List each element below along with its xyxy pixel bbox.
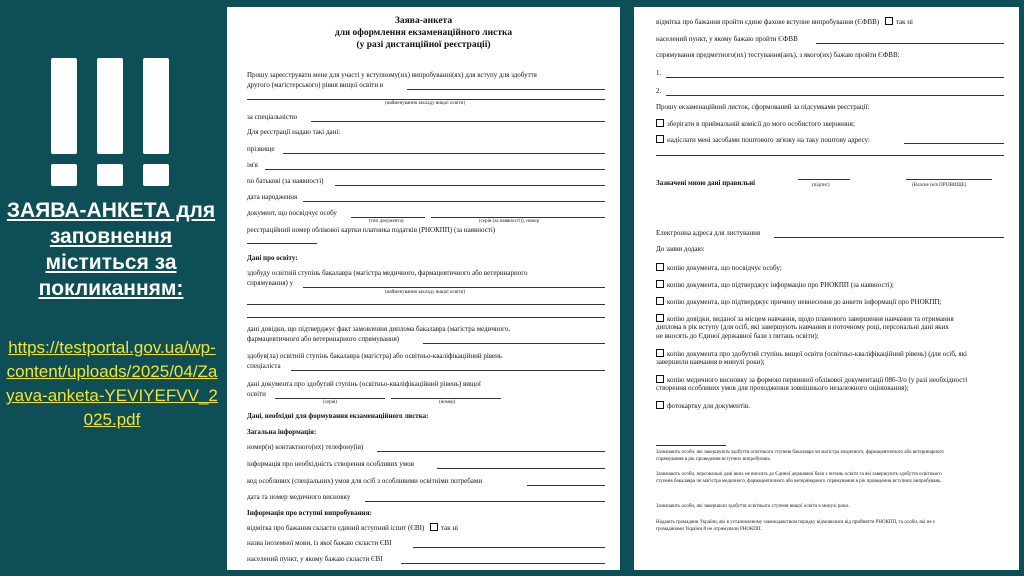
attachment-1-checkbox[interactable] [656, 263, 664, 271]
special-needs-field[interactable] [437, 468, 605, 469]
footnote-4-line-2: громадянами України й не отримували РНОКПП. [656, 527, 762, 532]
phone-label: номер(и) контактного(их) телефону(ів) [247, 443, 364, 451]
institution-field[interactable] [407, 89, 605, 90]
option-keep [656, 119, 855, 129]
footnote-1 [656, 449, 1006, 463]
postal-address-field[interactable] [904, 143, 1004, 144]
name-label: ім'я [247, 161, 258, 169]
attachment-1 [656, 263, 782, 273]
id-document-label: документ, що посвідчує особу [247, 209, 337, 217]
medical-conclusion-field[interactable] [365, 501, 605, 502]
document-data-line-2: освіти [247, 390, 266, 398]
title-line-3: (у разі дистанційної реєстрації) [356, 40, 491, 50]
caption-institution-2: (найменування закладу вищої освіти) [385, 290, 465, 295]
obtained-field[interactable] [291, 370, 605, 371]
exams-heading: Інформація про вступні випробування: [247, 509, 372, 517]
attachment-7-text: фотокартку для документів. [667, 402, 750, 410]
footnote-2 [656, 471, 1006, 485]
diploma-number-field[interactable] [391, 398, 501, 399]
post-checkbox[interactable] [656, 135, 664, 143]
certificate-line-1: дані довідки, що підтверджує факт замовлення диплома бакалавра (магістра медичного, [247, 325, 511, 333]
education-line-1: здобуду освітній ступінь бакалавра (магістра медичного, фармацевтичного або ветеринарного [247, 269, 528, 277]
provide-data-label: Для реєстрації надаю такі дані: [247, 128, 341, 136]
attachment-6-checkbox[interactable] [656, 375, 664, 383]
attachment-4-checkbox[interactable] [656, 314, 664, 322]
form-download-link[interactable]: https://testportal.gov.ua/wp-content/uploads/2025/04/Zayava-anketa-YEVIYEFVV_2025.pdf [6, 338, 218, 429]
evi-yes-no-text: так ні [441, 524, 459, 532]
footnote-3: Зазначають особи, які завершили здобуття освітнього ступеня вищої освіти в минулі роки. [656, 504, 850, 509]
surname-field[interactable] [283, 153, 605, 154]
caption-signature: (підпис) [812, 183, 830, 188]
efvv-city-field[interactable] [816, 43, 1004, 44]
rnokpp-field[interactable] [247, 243, 317, 244]
efvv-subject-1-field[interactable] [666, 77, 1004, 78]
attachment-7-checkbox[interactable] [656, 401, 664, 409]
exclamation-mark [139, 58, 173, 186]
evi-mark-text: відмітка про бажання скласти єдиний вступний іспит (ЄВІ) [247, 524, 425, 532]
foreign-language-label: назва іноземної мови, із якої бажаю скласти ЄВІ [247, 539, 392, 547]
footnote-1-line-2: спрямування в рік проведення вступних випробувань. [656, 457, 772, 462]
caption-doc-series: (серія (за наявності)), номер [479, 219, 540, 224]
efvv-subjects-label: спрямування предметного(их) тестування(анъ), з якого(их) бажаю пройти ЄФВВ: [656, 51, 900, 59]
send-sheet-label: Прошу екзаменаційний листок, сформований за підсумками реєстрації: [656, 103, 870, 111]
specialty-field[interactable] [311, 121, 605, 122]
institution-field-2[interactable] [247, 99, 605, 100]
certificate-line-2: фармацевтичного або ветеринарного спрямування) [247, 335, 400, 343]
special-code-label: код особливих (спеціальних) умов для осіб з особливими освітніми потребами [247, 477, 483, 485]
email-field[interactable] [774, 237, 1004, 238]
title-line-2: для оформлення екзаменаційного листка [334, 28, 513, 38]
efvv-yes-no-text: так ні [895, 18, 913, 26]
option-post [656, 135, 870, 145]
rnokpp-label: реєстраційний номер облікової картки платника податків (РНОКПП) (за наявності) [247, 226, 496, 234]
attachment-2-checkbox[interactable] [656, 280, 664, 288]
certificate-field[interactable] [423, 343, 605, 344]
evi-mark-label [247, 523, 458, 533]
special-code-field[interactable] [527, 485, 605, 486]
confirm-label: Зазначені мною дані правильні [656, 179, 756, 187]
attachment-5-checkbox[interactable] [656, 349, 664, 357]
attachment-3-text: копію документа, що підтверджує причину невнесення до анкети інформації про РНОКПП; [667, 298, 942, 306]
form-title [227, 15, 620, 51]
signature-field[interactable] [798, 179, 850, 180]
education-institution-field[interactable] [303, 287, 605, 288]
id-doc-number-field[interactable] [431, 217, 605, 218]
exclamation-mark [93, 58, 127, 186]
phone-field[interactable] [377, 451, 605, 452]
education-heading: Дані про освіту: [247, 254, 298, 262]
efvv-city-label: населений пункт, у якому бажаю пройти ЄФВВ [656, 35, 798, 43]
attachment-5-text-1: копію документа про здобутий ступінь вищої освіти (освітньо-кваліфікаційний рівень) (для осіб, які [667, 350, 968, 358]
education-extra-field-2[interactable] [247, 317, 605, 318]
diploma-series-field[interactable] [275, 398, 385, 399]
attachment-2 [656, 280, 894, 290]
birthdate-label: дата народження [247, 193, 298, 201]
efvv-subject-2-field[interactable] [666, 95, 1004, 96]
footnote-1-line-1: Зазначають особи, які завершують здобуття освітнього ступеня бакалавра чи магістра медичного, фармацевтичного або ветеринарного [656, 450, 944, 455]
form-page-2 [634, 7, 1019, 570]
efvv-mark-label [656, 17, 913, 27]
general-info-heading: Загальна інформація: [247, 428, 317, 436]
efvv-mark-text: відмітка про бажання пройти єдине фахове вступне випробування (ЄФВВ) [656, 18, 880, 26]
document-data-line-1: дані документа про здобутий ступінь (освітньо-кваліфікаційний рівень) вищої [247, 380, 481, 388]
notice-heading: ЗАЯВА-АНКЕТА для заповнення міститься за покликанням: [6, 199, 216, 300]
title-line-1: Заява-анкета [394, 16, 453, 26]
attachment-2-text: копію документа, що підтверджує інформацію про РНОКПП (за наявності); [667, 281, 894, 289]
caption-doc-type: (тип документа) [369, 219, 404, 224]
obtained-line-2: спеціаліста [247, 362, 281, 370]
efvv-item-1: 1. [656, 69, 662, 77]
exclamation-marks [30, 58, 190, 186]
caption-number: (номер) [439, 400, 456, 405]
attachment-4-line-3: не вносять до Єдиної державної бази з питань освіти); [656, 332, 819, 340]
foreign-language-field[interactable] [413, 547, 605, 548]
caption-series: (серія) [323, 400, 338, 405]
attachment-7 [656, 401, 750, 411]
attachment-3-checkbox[interactable] [656, 297, 664, 305]
footnote-divider [656, 445, 726, 446]
attachment-6-line-2: створення особливих умов для проходження зовнішнього незалежного оцінювання); [656, 384, 909, 392]
medical-conclusion-label: дата та номер медичного висновку [247, 493, 351, 501]
surname-label: прізвище [247, 145, 275, 153]
attachments-label: До заяви додаю: [656, 245, 705, 253]
obtained-line-1: здобув(ла) освітній ступінь бакалавра (магістра) або освітньо-кваліфікаційний рівень [247, 352, 503, 360]
specialty-label: за спеціальністю [247, 113, 298, 121]
postal-address-field-2[interactable] [656, 155, 1004, 156]
email-label: Електронна адреса для листування [656, 229, 761, 237]
footnote-2-line-2: ступеня бакалавра чи магістра медичного, фармацевтичного або ветеринарного спрямування в рік проведення вступних випробувань. [656, 479, 942, 484]
id-doc-type-field[interactable] [351, 217, 425, 218]
evi-city-label: населений пункт, у якому бажаю скласти ЄВІ [247, 555, 383, 563]
patronymic-label: по батькові (за наявності) [247, 177, 324, 185]
patronymic-field[interactable] [335, 185, 605, 186]
attachment-3 [656, 297, 941, 307]
attachment-5-line-2: завершили навчання в минулі роки); [656, 358, 765, 366]
footnote-2-line-1: Зазначають особи, персональні дані яких не вносять до Єдиної державної бази з питань освіти та які завершують здобуття освітнього [656, 472, 942, 477]
special-needs-label: інформація про необхідність створення особливих умов [247, 460, 415, 468]
evi-yes-checkbox[interactable] [430, 523, 438, 531]
option-post-text: надіслати мені засобами поштового зв'язку на таку поштову адресу: [667, 136, 870, 144]
efvv-item-2: 2. [656, 87, 662, 95]
name-field[interactable] [265, 169, 605, 170]
attachment-4-line-2: диплома в рік вступу (для осіб, які завершують навчання в поточному році, персональні дані яких [656, 323, 949, 331]
attachment-1-text: копію документа, що посвідчує особу; [667, 264, 782, 272]
evi-city-field[interactable] [401, 563, 605, 564]
option-keep-text: зберігати в приймальній комісії до мого особистого звернення; [667, 120, 855, 128]
attachment-6-text-1: копію медичного висновку за формою первинної облікової документації 086-3/о (у разі необхідності [667, 376, 968, 384]
keep-checkbox[interactable] [656, 119, 664, 127]
birthdate-field[interactable] [303, 201, 605, 202]
attachment-4-text-1: копію довідки, виданої за місцем навчання, щодо планового завершення навчання та отримання [667, 315, 954, 323]
form-page-1 [227, 7, 620, 570]
exclamation-mark [47, 58, 81, 186]
education-extra-field[interactable] [247, 304, 605, 305]
intro-line-2: другого (магістерського) рівня вищої освіти в [247, 81, 384, 89]
left-panel [0, 0, 222, 576]
footnote-4 [656, 519, 1006, 533]
sheet-data-heading: Дані, необхідні для формування екзаменаційного листка: [247, 412, 429, 420]
intro-line-1: Прошу зареєструвати мене для участі у вступному(их) випробуванні(ях) для вступу для здобуття [247, 71, 537, 79]
caption-full-name: (Власне ім'я ПРІЗВИЩЕ) [912, 183, 967, 188]
efvv-yes-checkbox[interactable] [885, 17, 893, 25]
caption-institution: (найменування закладу вищої освіти) [385, 101, 465, 106]
education-line-2: спрямування) у [247, 279, 294, 287]
footnote-4-line-1: Надають громадяни України, які в установленому законодавством порядку відмовилися від прийняття РНОКПП, та особи, які не є [656, 520, 936, 525]
full-name-field[interactable] [906, 179, 992, 180]
